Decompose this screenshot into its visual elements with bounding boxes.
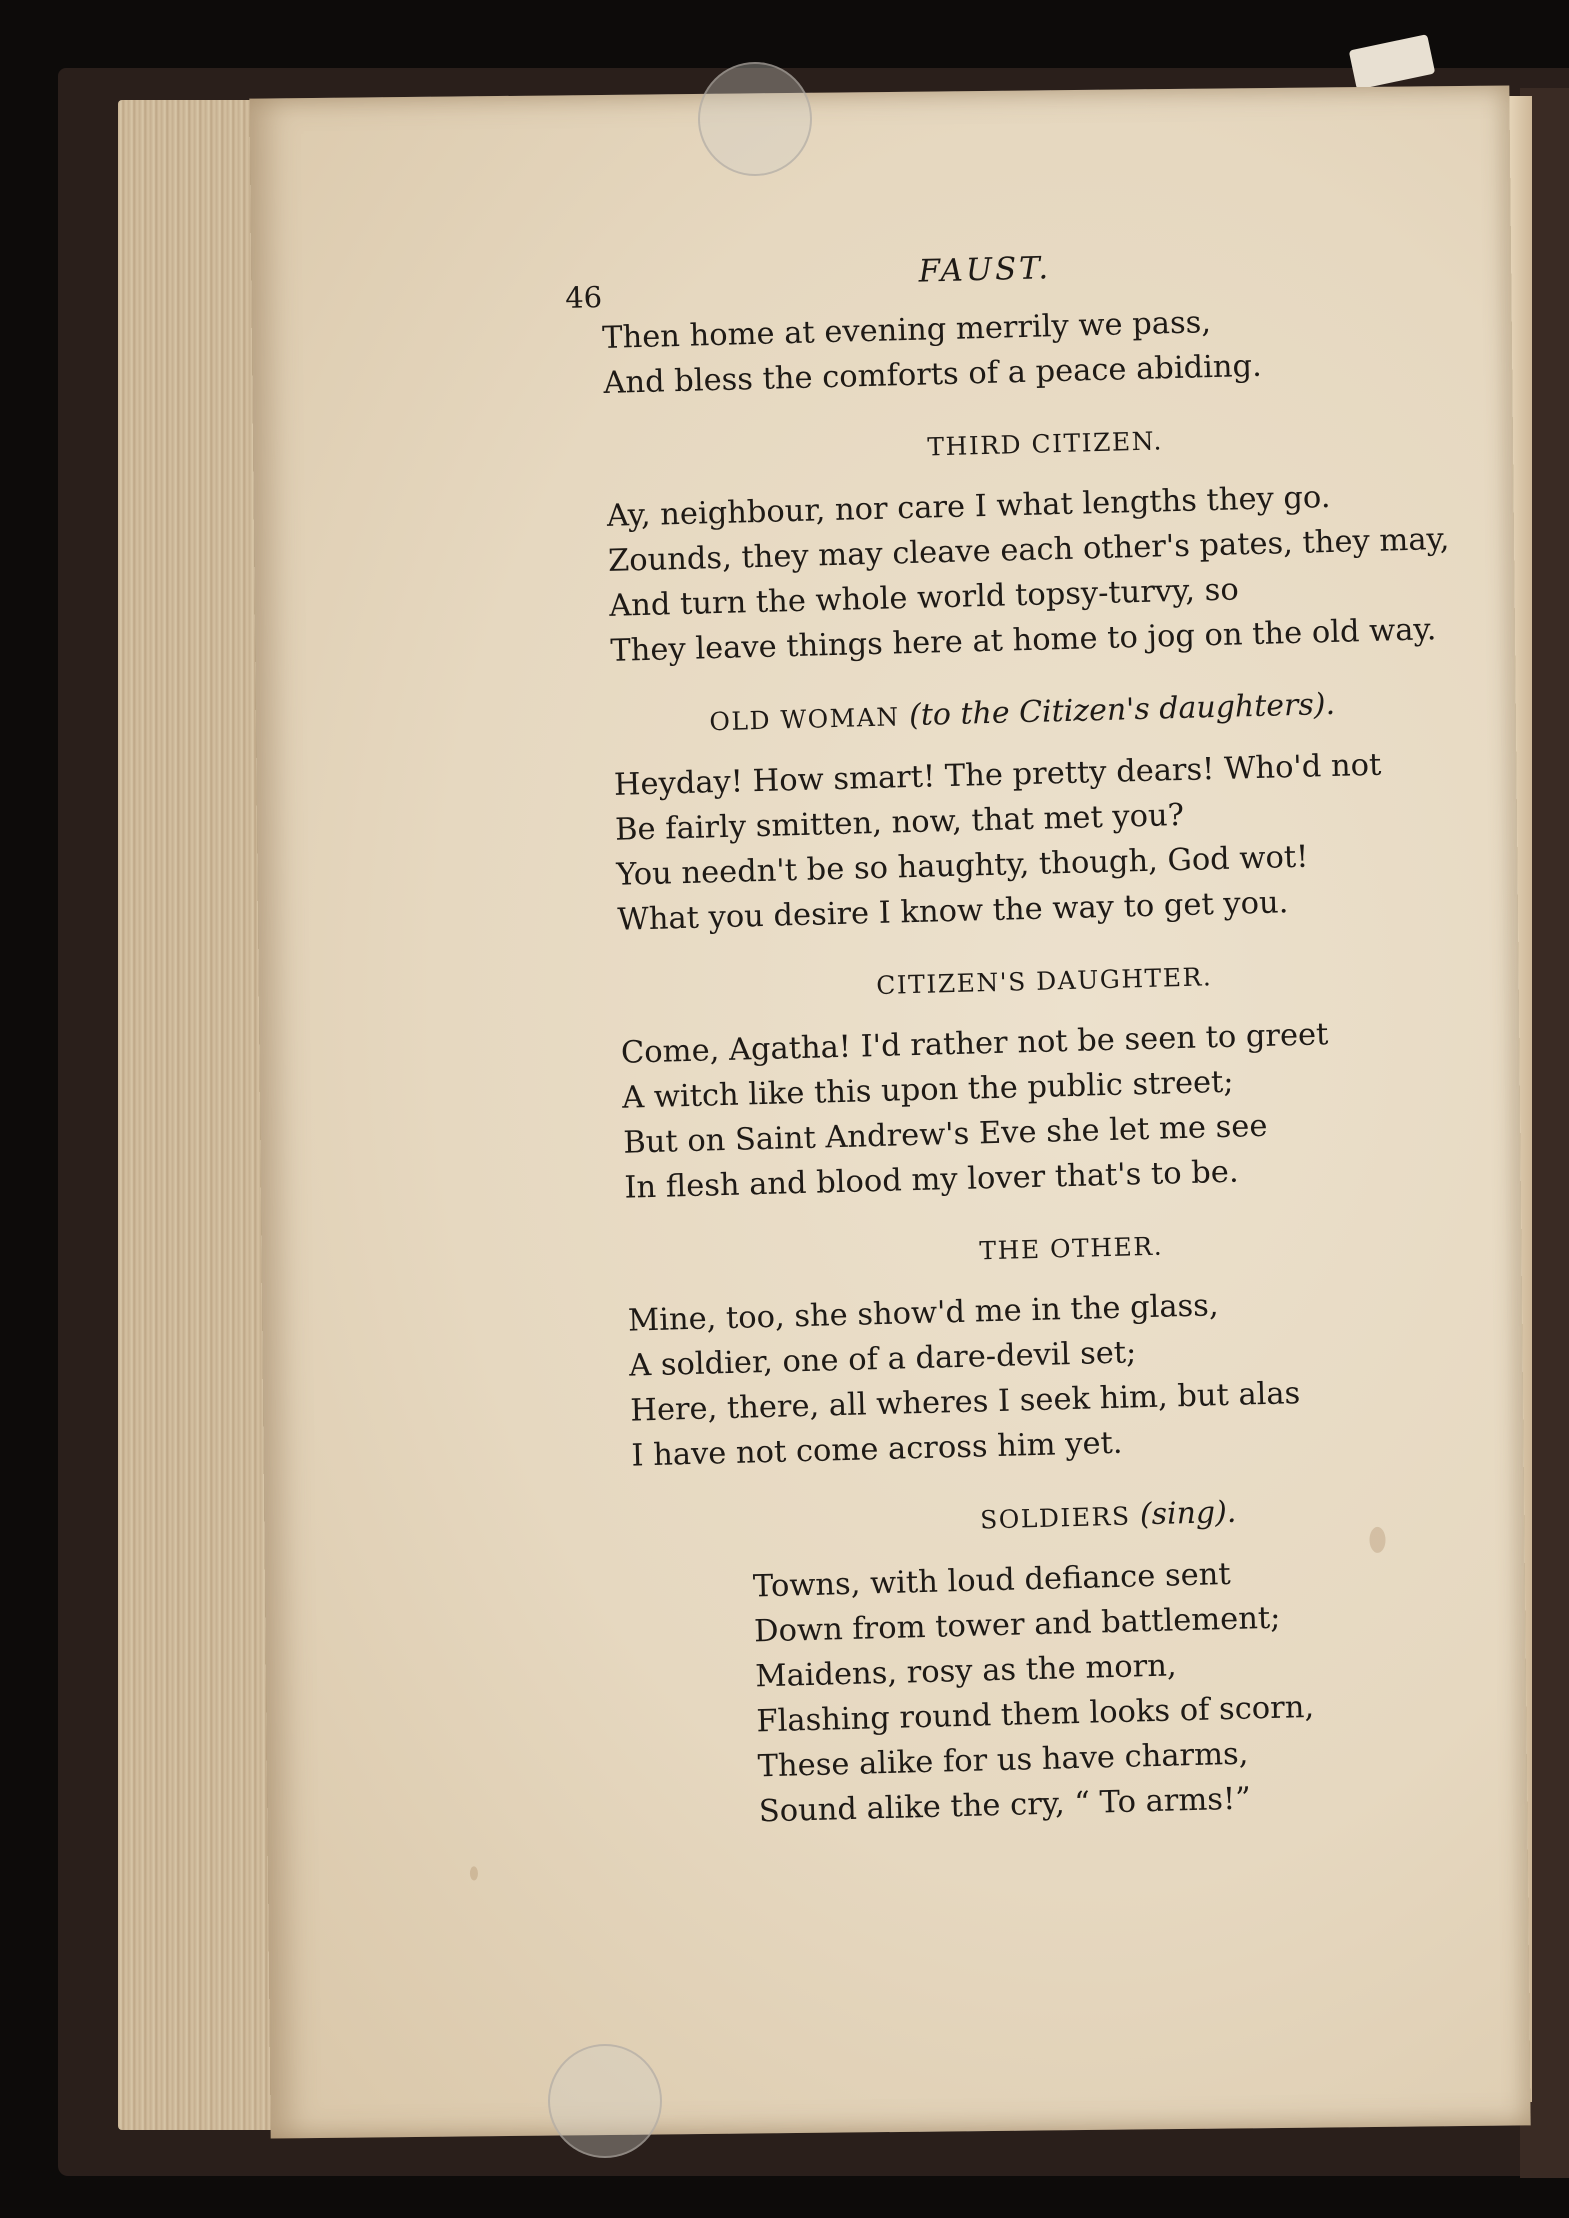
- speaker-name: OLD WOMAN: [709, 702, 901, 737]
- verse-line: And turn the whole world topsy-turvy, so: [608, 572, 1240, 624]
- verse-line: Flashing round them looks of scorn,: [756, 1689, 1315, 1740]
- verse-line: Then home at evening merrily we pass,: [601, 305, 1212, 356]
- page-number: 46: [564, 279, 603, 315]
- verse-line: Maidens, rosy as the morn,: [754, 1648, 1177, 1695]
- page-holder-clip-bottom: [548, 2044, 662, 2158]
- verse-line: What you desire I know the way to get you.: [617, 885, 1289, 938]
- speaker-heading: THE OTHER.: [979, 1231, 1164, 1266]
- verse-line: In flesh and blood my lover that's to be.: [624, 1154, 1239, 1206]
- verse-line: Mine, too, she show'd me in the glass,: [627, 1288, 1219, 1339]
- verse-line: And bless the comforts of a peace abiding.: [602, 348, 1263, 401]
- verse-stanza: [627, 1278, 1431, 1479]
- speaker-heading: [633, 1488, 1434, 1550]
- verse-line: Sound alike the cry, “ To arms!”: [758, 1781, 1252, 1830]
- speaker-name: SOLDIERS: [979, 1501, 1131, 1535]
- speaker-heading: CITIZEN'S DAUGHTER.: [875, 962, 1213, 1001]
- verse-line: Ay, neighbour, nor care I what lengths they go.: [606, 479, 1331, 534]
- song-stanza: [634, 1547, 1441, 1838]
- stage-direction: (sing).: [1139, 1494, 1237, 1533]
- verse-line: Be fairly smitten, now, that met you?: [614, 797, 1185, 848]
- verse-line: Here, there, all wheres I seek him, but alas: [629, 1376, 1301, 1429]
- verse-stanza: [620, 1010, 1424, 1211]
- verse-line: Towns, with loud defiance sent: [752, 1556, 1232, 1605]
- verse-line: They leave things here at home to jog on the old way.: [609, 612, 1437, 669]
- verse-line: A witch like this upon the public street;: [621, 1064, 1235, 1116]
- verse-stanza: [613, 742, 1417, 943]
- speaker-heading: [612, 683, 1413, 745]
- paper-stain: [470, 1866, 478, 1880]
- verse-stanza: [606, 473, 1450, 674]
- page-holder-clip-top: [698, 62, 812, 176]
- verse-line: A soldier, one of a dare-devil set;: [628, 1335, 1137, 1384]
- verse-line: Zounds, they may cleave each other's pates, they may,: [607, 521, 1450, 579]
- running-title: FAUST.: [918, 250, 1052, 290]
- verse-line: Heyday! How smart! The pretty dears! Who'd not: [613, 747, 1382, 803]
- verse-line: But on Saint Andrew's Eve she let me see: [622, 1108, 1268, 1161]
- speaker-heading: THIRD CITIZEN.: [927, 426, 1164, 462]
- stage-direction: (to the Citizen's daughters).: [908, 686, 1336, 734]
- verse-line: These alike for us have charms,: [757, 1736, 1249, 1785]
- verse-line: I have not come across him yet.: [631, 1425, 1123, 1474]
- verse-line: You needn't be so haughty, though, God wot!: [615, 839, 1309, 893]
- verse-line: Come, Agatha! I'd rather not be seen to greet: [620, 1017, 1329, 1071]
- verse-line: Down from tower and battlement;: [753, 1600, 1281, 1650]
- page-text: [564, 231, 1450, 1837]
